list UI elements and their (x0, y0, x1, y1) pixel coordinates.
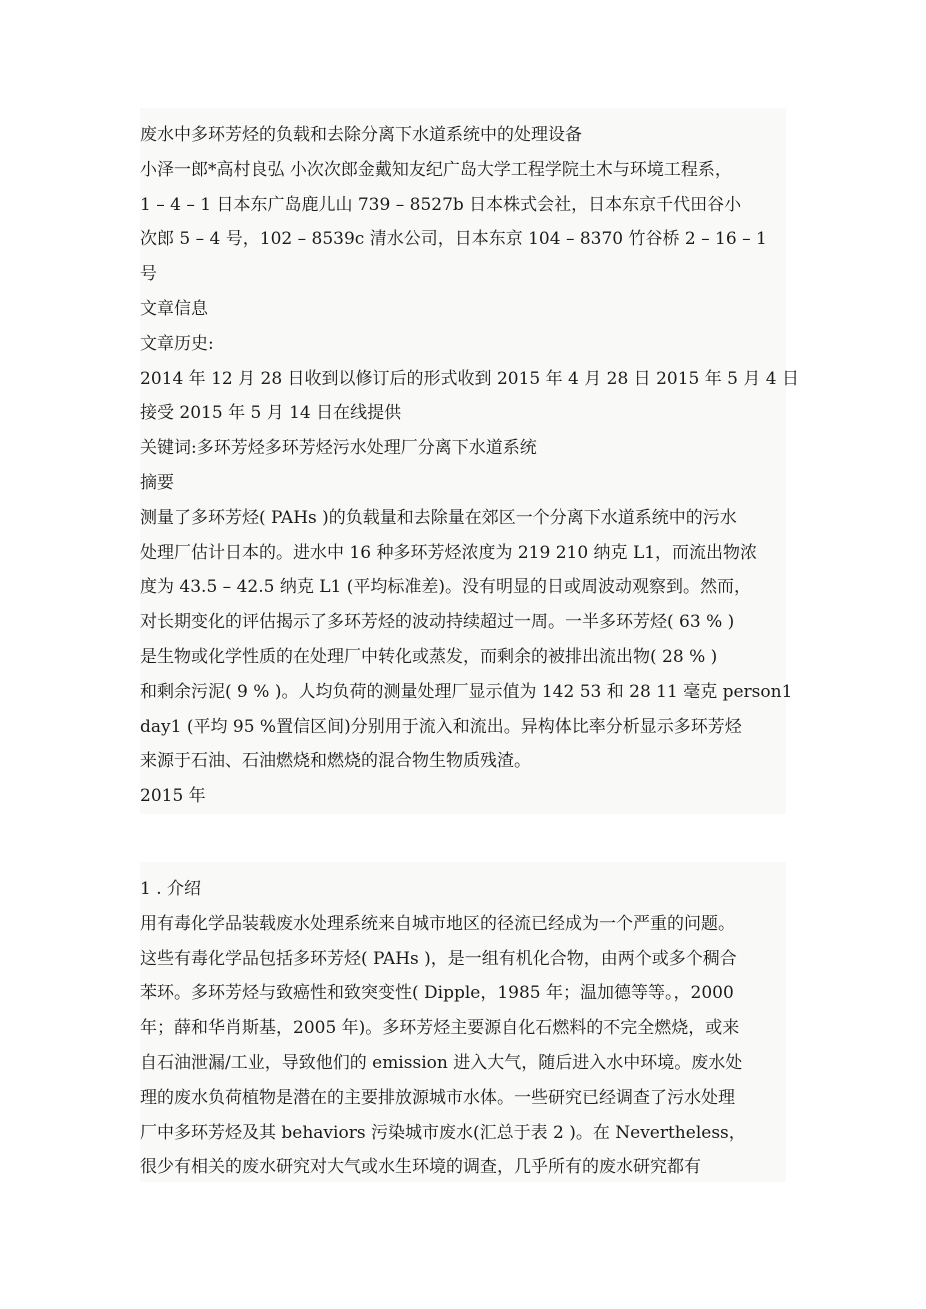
abstract-line: 来源于石油、石油燃烧和燃烧的混合物生物质残渣。 (140, 751, 531, 772)
body-line: 自石油泄漏/工业，导致他们的 emission 进入大气，随后进入水中环境。废水处 (140, 1052, 743, 1073)
body-line: 理的废水负荷植物是潜在的主要排放源城市水体。一些研究已经调查了污水处理 (140, 1087, 735, 1108)
abstract-line: 测量了多环芳烃( PAHs )的负载量和去除量在郊区一个分离下水道系统中的污水 (140, 507, 737, 528)
abstract-heading: 摘要 (140, 472, 174, 493)
abstract-line: 度为 43.5 – 42.5 纳克 L1 (平均标准差)。没有明显的日或周波动观察到。然而， (140, 577, 751, 598)
body-line: 年；薛和华肖斯基，2005 年)。多环芳烃主要源自化石燃料的不完全燃烧，或来 (140, 1018, 740, 1039)
copyright-year: 2015 年 (140, 786, 206, 807)
keywords-line: 关键词:多环芳烃多环芳烃污水处理厂分离下水道系统 (140, 438, 537, 459)
abstract-line: 和剩余污泥( 9 % )。人均负荷的测量处理厂显示值为 142 53 和 28 11 毫克 person1 (140, 681, 793, 702)
abstract-line: 对长期变化的评估揭示了多环芳烃的波动持续超过一周。一半多环芳烃( 63 % ) (140, 612, 735, 633)
paper-title: 废水中多环芳烃的负载和去除分离下水道系统中的处理设备 (140, 125, 582, 145)
affiliation-line: 次郎 5 – 4 号，102 – 8539c 清水公司，日本东京 104 – 8370 竹谷桥 2 – 16 – 1 (140, 229, 767, 250)
body-line: 苯环。多环芳烃与致癌性和致突变性( Dipple，1985 年；温加德等等。，2000 (140, 983, 734, 1004)
body-line: 厂中多环芳烃及其 behaviors 污染城市废水(汇总于表 2 )。在 Nevertheless， (140, 1122, 746, 1143)
front-matter-block (140, 108, 799, 814)
affiliation-line: 1 – 4 – 1 日本东广岛鹿儿山 739 – 8527b 日本株式会社，日本东京千代田谷小 (140, 194, 742, 215)
body-line: 这些有毒化学品包括多环芳烃( PAHs )，是一组有机化合物，由两个或多个稠合 (140, 948, 737, 969)
abstract-line: 是生物或化学性质的在处理厂中转化或蒸发，而剩余的被排出流出物( 28 % ) (140, 646, 718, 667)
abstract-line: 处理厂估计日本的。进水中 16 种多环芳烃浓度为 219 210 纳克 L1，而流出物浓 (140, 542, 758, 563)
introduction-text (140, 862, 786, 1185)
introduction-block (140, 862, 786, 1182)
article-info-heading: 文章信息 (140, 298, 208, 319)
article-history-line: 2014 年 12 月 28 日收到以修订后的形式收到 2015 年 4 月 28 日 2015 年 5 月 4 日 (140, 368, 799, 389)
article-history-heading: 文章历史: (140, 333, 214, 354)
author-line: 小泽一郎*高村良弘 小次次郎金戴知友纪广岛大学工程学院土木与环境工程系， (140, 159, 732, 180)
abstract-line: day1 (平均 95 %置信区间)分别用于流入和流出。异构体比率分析显示多环芳烃 (140, 716, 742, 737)
body-line: 用有毒化学品装载废水处理系统来自城市地区的径流已经成为一个严重的问题。 (140, 913, 735, 934)
front-matter-text (140, 108, 799, 814)
affiliation-line: 号 (140, 264, 157, 285)
article-history-line: 接受 2015 年 5 月 14 日在线提供 (140, 403, 402, 424)
section-heading: 1 . 介绍 (140, 879, 202, 899)
body-line: 很少有相关的废水研究对大气或水生环境的调查，几乎所有的废水研究都有 (140, 1157, 701, 1178)
